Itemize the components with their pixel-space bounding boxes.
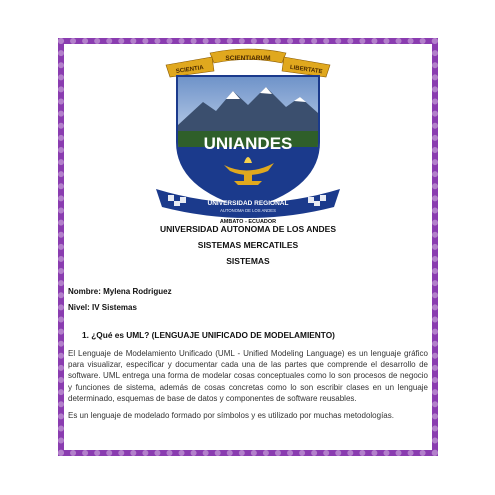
logo-right-text: LIBERTATE xyxy=(289,64,323,76)
university-logo xyxy=(148,47,348,225)
logo-ribbon-sub: AUTONOMA DE LOS ANDES xyxy=(220,208,276,213)
logo-ribbon-text: UNIVERSIDAD REGIONAL xyxy=(207,200,289,207)
logo-brand: UNIANDES xyxy=(203,134,293,153)
paragraph-1: El Lenguaje de Modelamiento Unificado (UML - Unified Modeling Language) es un lenguaje gráfico para visualizar, especificar y documentar cada una de las partes que comprende el desarrollo de software. UML entrega una forma de modelar cosas conceptuales como lo son procesos de negocio y funciones de sistema, además de cosas concretas como lo son escribir clases en un lenguaje determinado, esquemas de base de datos y componentes de software reusables. xyxy=(68,349,428,403)
logo-left-text: SCIENTIA xyxy=(175,65,205,75)
student-name: Nombre: Mylena Rodriguez xyxy=(68,287,172,296)
paragraph-2: Es un lenguaje de modelado formado por símbolos y es utilizado por muchas metodologías. xyxy=(68,411,394,420)
program-title: SISTEMAS xyxy=(226,256,270,266)
logo-top-text: SCIENTIARUM xyxy=(225,55,271,62)
faculty-title: SISTEMAS MERCATILES xyxy=(197,240,299,250)
student-level: Nivel: IV Sistemas xyxy=(68,303,137,312)
document-page xyxy=(64,44,432,450)
question-heading: 1. ¿Qué es UML? (LENGUAJE UNIFICADO DE MODELAMIENTO) xyxy=(82,330,335,340)
university-title: UNIVERSIDAD AUTONOMA DE LOS ANDES xyxy=(160,224,336,234)
logo-city: AMBATO - ECUADOR xyxy=(219,219,277,225)
